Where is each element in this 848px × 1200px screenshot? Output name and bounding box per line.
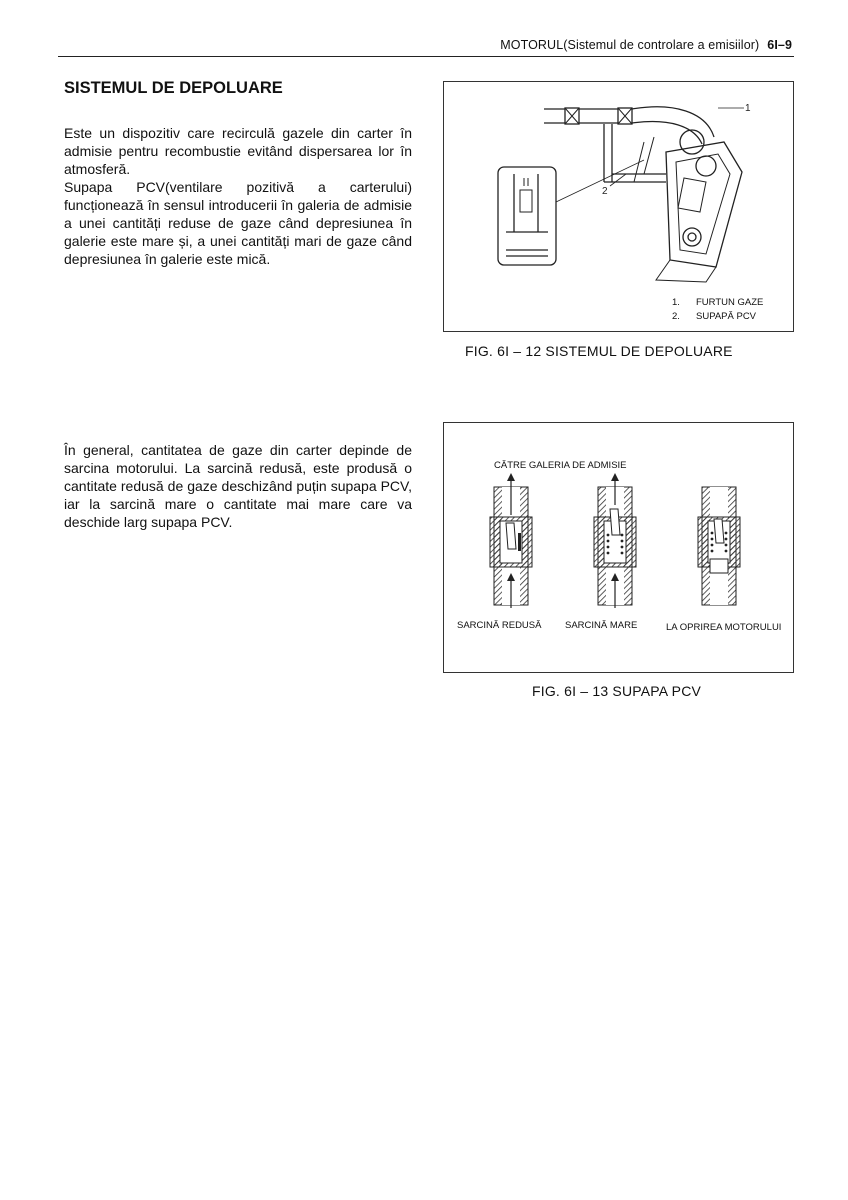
depollution-system-diagram (444, 82, 793, 331)
running-header (500, 38, 792, 52)
figure-13-frame (443, 422, 794, 673)
callout-2: 2 (602, 186, 608, 197)
intro-text (64, 124, 412, 268)
header-title: MOTORUL(Sistemul de controlare a emisiilor) (500, 38, 760, 52)
low-load-label: SARCINĂ REDUSĂ (457, 620, 542, 631)
page-number: 6I–9 (767, 38, 792, 52)
general-paragraph: În general, cantitatea de gaze din carter depinde de sarcina motorului. La sarcină redusă, este produsă o cantitate redusă de gaze deschizând puțin supapa PCV, iar la sarcină mare o cantitate mai mare care va deschide larg supapa PCV. (64, 442, 412, 530)
pcv-valve-diagram (444, 423, 793, 672)
valve-high-load (594, 473, 636, 608)
legend-item-1 (672, 296, 763, 310)
callout-1: 1 (745, 103, 751, 114)
intake-manifold-label: CĂTRE GALERIA DE ADMISIE (494, 460, 627, 471)
section-title: SISTEMUL DE DEPOLUARE (64, 79, 283, 97)
legend-label: SUPAPĂ PCV (696, 311, 757, 322)
engine-off-label: LA OPRIREA MOTORULUI (666, 622, 782, 633)
high-load-label: SARCINĂ MARE (565, 620, 638, 631)
legend-label: FURTUN GAZE (696, 297, 764, 308)
figure-12-caption: FIG. 6I – 12 SISTEMUL DE DEPOLUARE (465, 343, 733, 359)
general-text (64, 441, 412, 531)
header-rule (58, 56, 794, 57)
figure-12-legend (672, 296, 763, 324)
intro-paragraph-1: Este un dispozitiv care recirculă gazele din carter în admisie pentru recombustie evitând dispersarea lor în atmosferă. (64, 125, 412, 177)
valve-engine-off (698, 487, 740, 605)
legend-item-2 (672, 310, 763, 324)
valve-low-load (490, 473, 532, 608)
figure-12-frame (443, 81, 794, 332)
legend-number: 1. (672, 297, 680, 308)
intro-paragraph-2: Supapa PCV(ventilare pozitivă a carterului) funcționează în sensul introducerii în galeria de admisie a unei cantități reduse de gaze când depresiunea în galerie este mare și, a unei cantități mari de gaze când depresiunea în galerie este mică. (64, 179, 412, 267)
legend-number: 2. (672, 311, 680, 322)
figure-13-caption: FIG. 6I – 13 SUPAPA PCV (532, 683, 702, 699)
